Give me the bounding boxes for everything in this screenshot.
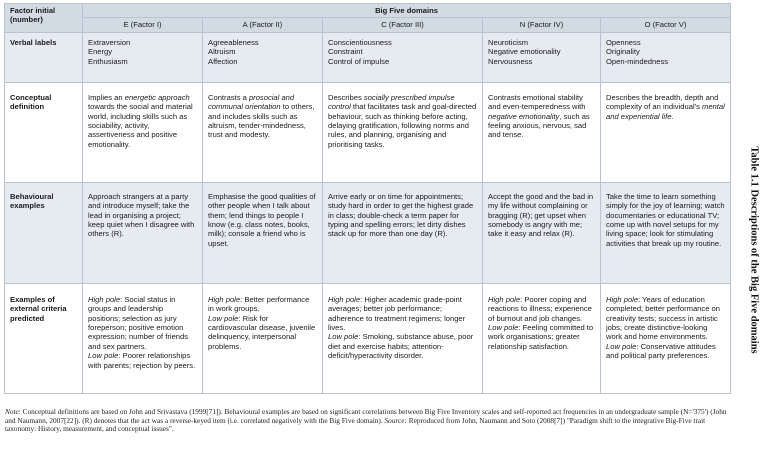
table-cell: Openness Originality Open-mindedness: [601, 32, 731, 82]
group-header-cell: Big Five domains: [83, 4, 731, 18]
table-footnote: [5, 408, 730, 434]
table-cell: Describes the breadth, depth and complexity of an individual's mental and experiential life.: [601, 82, 731, 182]
table-cell: High pole: Years of education completed; better performance on creativity tests; success in artistic jobs; create distinctive-looking work and home environments. Low pole: Conservative attitudes and political party preferences.: [601, 283, 731, 393]
table-row-behavioural-examples: [5, 182, 731, 283]
table-cell: Conscientiousness Constraint Control of impulse: [323, 32, 483, 82]
column-header-row: [5, 18, 731, 32]
source-label: Source:: [384, 415, 407, 425]
big-five-table: [4, 3, 731, 394]
column-header-a: A (Factor II): [203, 18, 323, 32]
table-cell: Agreeableness Altruism Affection: [203, 32, 323, 82]
table-cell: Neuroticism Negative emotionality Nervousness: [483, 32, 601, 82]
table-cell: Emphasise the good qualities of other people when I talk about them; lend things to people I know (e.g. class notes, books, milk); console a friend who is upset.: [203, 182, 323, 283]
table-cell: Describes socially prescribed impulse control that facilitates task and goal-directed behaviour, such as thinking before acting, delaying gratification, following norms and rules, and planning, organising and prioritising tasks.: [323, 82, 483, 182]
column-header-c: C (Factor III): [323, 18, 483, 32]
table-row-conceptual-definition: [5, 82, 731, 182]
table-cell: High pole: Higher academic grade-point averages; better job performance; adherence to treatment regimens; longer lives. Low pole: Smoking, substance abuse, poor diet and exercise habits; attention-deficit/hyperactivity disorder.: [323, 283, 483, 393]
table-cell: Accept the good and the bad in my life without complaining or bragging (R); get upset when somebody is angry with me; take it easy and relax (R).: [483, 182, 601, 283]
column-header-n: N (Factor IV): [483, 18, 601, 32]
row-header: Behavioural examples: [5, 182, 83, 283]
row-header: Verbal labels: [5, 32, 83, 82]
table-cell: High pole: Poorer coping and reactions to illness; experience of burnout and job changes. Low pole: Feeling committed to work organisations; greater relationship satisfaction.: [483, 283, 601, 393]
table-cell: High pole: Better performance in work groups. Low pole: Risk for cardiovascular disease, juvenile delinquency, interpersonal problems.: [203, 283, 323, 393]
source-text: Reproduced from John, Naumann and Soto (2008[7]) "Paradigm shift to the integrative Big-Five trait taxonomy: History, measurement, and conceptual issues".: [5, 415, 706, 434]
table-cell: Contrasts a prosocial and communal orientation to others, and includes skills such as altruism, tender-mindedness, trust and modesty.: [203, 82, 323, 182]
table-header-row: [5, 4, 731, 18]
row-header: Conceptual definition: [5, 82, 83, 182]
table-caption: [744, 130, 764, 370]
note-text: : Conceptual definitions are based on John and Srivastava (1999[71]). Behavioural examples are based on significant correlations between Big Five Inventory scales and self-reported act frequencies in an undergraduate sample (N='375') (John and Naumann, 2007[22]). (R) denotes that the act was a reverse-keyed item (i.e. correlated negatively with the Big Five domain).: [5, 407, 727, 425]
table-cell: Take the time to learn something simply for the joy of learning; watch documentaries or educational TV; come up with novel setups for my living space; look for stimulating activities that break up my routine.: [601, 182, 731, 283]
table-cell: High pole: Social status in groups and leadership positions; selection as jury foreperson; positive emotion expression; number of friends and sex partners. Low pole: Poorer relationships with parents; rejection by peers.: [83, 283, 203, 393]
table-cell: Arrive early or on time for appointments; study hard in order to get the highest grade in class; double-check a term paper for typing and spelling errors; let dirty dishes stack up for more than one day (R).: [323, 182, 483, 283]
column-header-e: E (Factor I): [83, 18, 203, 32]
row-header: Examples of external criteria predicted: [5, 283, 83, 393]
table-row-external-criteria: [5, 283, 731, 393]
table-caption-text: Table 1.1 Descriptions of the Big Five domains: [748, 146, 760, 354]
column-header-o: O (Factor V): [601, 18, 731, 32]
table-cell: Implies an energetic approach towards the social and material world, including skills such as sociability, activity, assertiveness and positive emotionality.: [83, 82, 203, 182]
table-cell: Contrasts emotional stability and even-temperedness with negative emotionality, such as feeling anxious, nervous, sad and tense.: [483, 82, 601, 182]
note-label: Note: [5, 407, 19, 416]
table-cell: Approach strangers at a party and introduce myself; take the lead in organising a project; keep quiet when I disagree with others (R).: [83, 182, 203, 283]
corner-header-cell: Factor initial (number): [5, 4, 83, 33]
table-cell: Extraversion Energy Enthusiasm: [83, 32, 203, 82]
table-row-verbal-labels: [5, 32, 731, 82]
